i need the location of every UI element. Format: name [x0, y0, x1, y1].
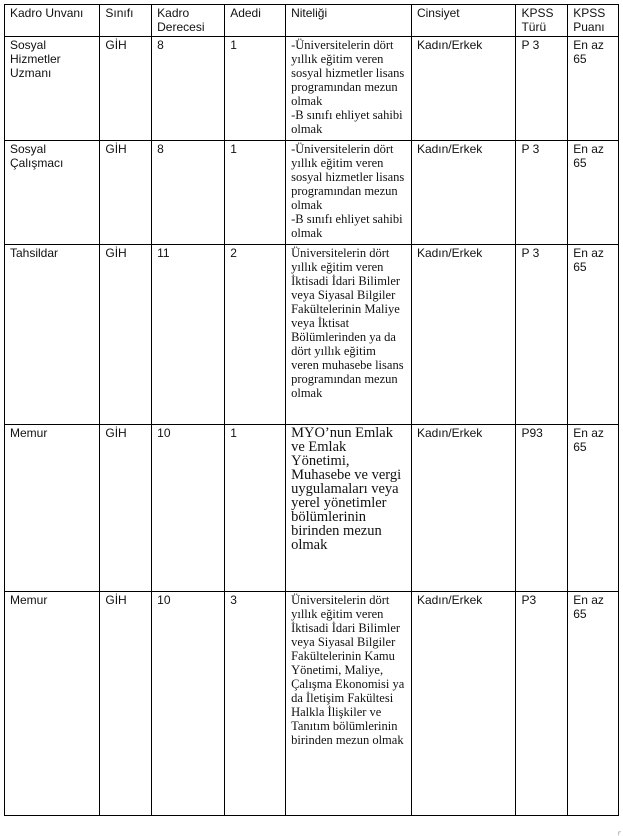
cell-sinifi: GİH: [100, 425, 152, 592]
cell-niteligi: [286, 141, 412, 245]
cell-adedi: 2: [225, 245, 286, 425]
header-kadro-derecesi: Kadro Derecesi: [152, 5, 225, 37]
cell-kpss-turu: P3: [516, 592, 568, 816]
table-row: [5, 425, 619, 592]
cell-kpss-puani: En az 65: [568, 245, 619, 425]
cell-kpss-puani: En az 65: [568, 425, 619, 592]
nitelik-line: Üniversitelerin dört yıllık eğitim veren İktisadi İdari Bilimler veya Siyasal Bilgiler Fakültelerinin Maliye veya İktisat Bölümlerinden ya da dört yıllık eğitim veren muhasebe lisans programından mezun olmak: [291, 246, 404, 400]
cell-kadro-unvani: Sosyal Çalışmacı: [5, 141, 100, 245]
header-row: [5, 5, 619, 37]
cell-kadro-derecesi: 11: [152, 245, 225, 425]
header-kpss-puani: KPSS Puanı: [568, 5, 619, 37]
cell-sinifi: GİH: [100, 37, 152, 141]
header-cinsiyet: Cinsiyet: [411, 5, 516, 37]
nitelik-line: MYO’nun Emlak ve Emlak Yönetimi, Muhasebe ve vergi uygulamaları veya yerel yönetimler bölümlerinin birinden mezun olmak: [291, 425, 402, 553]
cell-kpss-turu: P 3: [516, 245, 568, 425]
cell-niteligi: [286, 592, 412, 816]
cell-kpss-puani: En az 65: [568, 37, 619, 141]
table-row: [5, 245, 619, 425]
header-sinifi: Sınıfı: [100, 5, 152, 37]
nitelik-line: -B sınıfı ehliyet sahibi olmak: [291, 108, 403, 136]
cell-kpss-puani: En az 65: [568, 141, 619, 245]
header-kpss-turu: KPSS Türü: [516, 5, 568, 37]
cell-cinsiyet: Kadın/Erkek: [411, 245, 516, 425]
cell-kpss-turu: P 3: [516, 37, 568, 141]
cell-kpss-puani: En az 65: [568, 592, 619, 816]
cell-cinsiyet: Kadın/Erkek: [411, 592, 516, 816]
nitelik-line: Üniversitelerin dört yıllık eğitim veren İktisadi İdari Bilimler veya Siyasal Bilgiler Fakültelerinin Kamu Yönetimi, Maliye, Çalışma Ekonomisi ya da İletişim Fakültesi Halkla İlişkiler ve Tanıtım bölümlerinin birinden mezun olmak: [291, 593, 405, 747]
table-resize-handle-icon[interactable]: ┌: [617, 829, 621, 836]
cell-kadro-unvani: Sosyal Hizmetler Uzmanı: [5, 37, 100, 141]
nitelik-line: -Üniversitelerin dört yıllık eğitim veren sosyal hizmetler lisans programından mezun olmak: [291, 142, 405, 212]
header-niteligi: Niteliği: [286, 5, 412, 37]
cell-cinsiyet: Kadın/Erkek: [411, 37, 516, 141]
table-row: [5, 592, 619, 816]
cell-niteligi: [286, 37, 412, 141]
header-adedi: Adedi: [225, 5, 286, 37]
cell-cinsiyet: Kadın/Erkek: [411, 425, 516, 592]
cell-sinifi: GİH: [100, 592, 152, 816]
nitelik-line: -B sınıfı ehliyet sahibi olmak: [291, 212, 403, 240]
nitelik-line: -Üniversitelerin dört yıllık eğitim veren sosyal hizmetler lisans programından mezun olmak: [291, 38, 405, 108]
cell-adedi: 3: [225, 592, 286, 816]
cell-adedi: 1: [225, 141, 286, 245]
cell-kadro-unvani: Memur: [5, 425, 100, 592]
cell-sinifi: GİH: [100, 141, 152, 245]
table-row: [5, 141, 619, 245]
cell-kpss-turu: P93: [516, 425, 568, 592]
cell-kpss-turu: P 3: [516, 141, 568, 245]
table-row: [5, 37, 619, 141]
cell-kadro-unvani: Tahsildar: [5, 245, 100, 425]
cell-kadro-derecesi: 10: [152, 425, 225, 592]
kadro-table: [4, 4, 619, 816]
cell-kadro-unvani: Memur: [5, 592, 100, 816]
cell-adedi: 1: [225, 37, 286, 141]
cell-kadro-derecesi: 10: [152, 592, 225, 816]
cell-cinsiyet: Kadın/Erkek: [411, 141, 516, 245]
cell-adedi: 1: [225, 425, 286, 592]
cell-kadro-derecesi: 8: [152, 141, 225, 245]
cell-kadro-derecesi: 8: [152, 37, 225, 141]
cell-sinifi: GİH: [100, 245, 152, 425]
cell-niteligi: [286, 245, 412, 425]
header-kadro-unvani: Kadro Unvanı: [5, 5, 100, 37]
cell-niteligi: [286, 425, 412, 592]
